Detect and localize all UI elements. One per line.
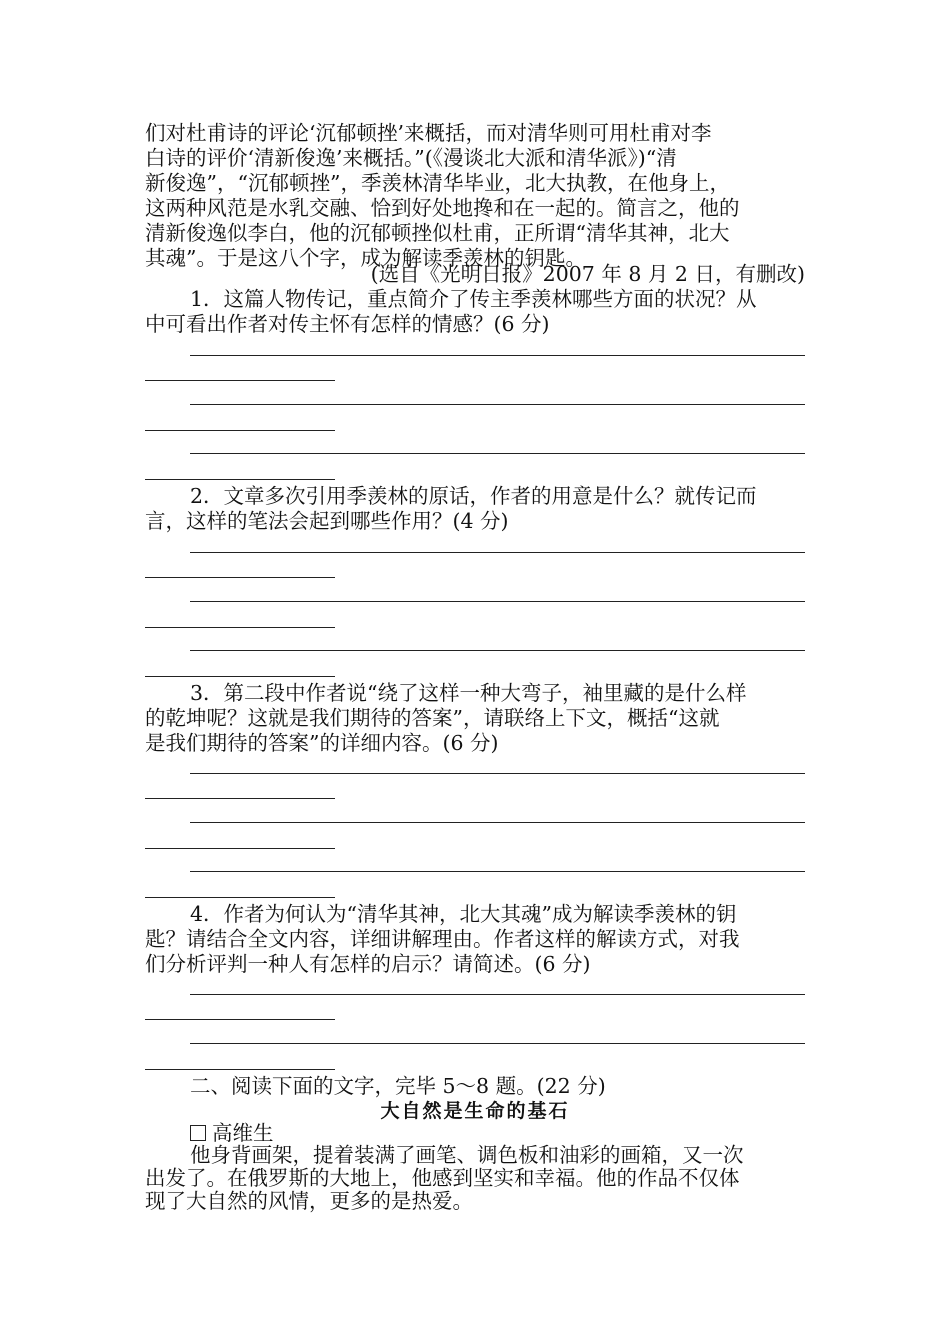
answer-line[interactable] xyxy=(145,380,335,381)
answer-line[interactable] xyxy=(190,355,805,356)
question-3-line: 3．第二段中作者说“绕了这样一种大弯子，袖里藏的是什么样 xyxy=(190,681,747,705)
question-4-line: 匙？请结合全文内容，详细讲解理由。作者这样的解读方式，对我 xyxy=(145,927,740,951)
question-1-line: 1．这篇人物传记，重点简介了传主季羡林哪些方面的状况？从 xyxy=(190,287,757,311)
passage-line: 这两种风范是水乳交融、恰到好处地搀和在一起的。简言之，他的 xyxy=(145,196,740,220)
source-citation: (选自《光明日报》2007 年 8 月 2 日，有删改) xyxy=(370,262,805,286)
answer-line[interactable] xyxy=(190,773,805,774)
answer-line[interactable] xyxy=(190,552,805,553)
answer-line[interactable] xyxy=(145,1019,335,1020)
passage-line: 清新俊逸似李白，他的沉郁顿挫似杜甫，正所谓“清华其神，北大 xyxy=(145,221,730,245)
answer-line[interactable] xyxy=(190,1043,805,1044)
answer-line[interactable] xyxy=(190,994,805,995)
question-4-line: 4．作者为何认为“清华其神，北大其魂”成为解读季羡林的钥 xyxy=(190,902,737,926)
answer-line[interactable] xyxy=(145,479,335,480)
answer-line[interactable] xyxy=(145,1069,335,1070)
question-2-line: 2．文章多次引用季羡林的原话，作者的用意是什么？就传记而 xyxy=(190,484,757,508)
answer-line[interactable] xyxy=(145,676,335,677)
passage-line: 白诗的评价‘清新俊逸’来概括。”(《漫谈北大派和清华派》)“清 xyxy=(145,146,677,170)
answer-line[interactable] xyxy=(145,627,335,628)
answer-line[interactable] xyxy=(190,650,805,651)
question-3-line: 的乾坤呢？这就是我们期待的答案”，请联络上下文，概括“这就 xyxy=(145,706,720,730)
checkbox-icon xyxy=(190,1125,206,1141)
question-4-line: 们分析评判一种人有怎样的启示？请简述。(6 分) xyxy=(145,952,591,976)
answer-line[interactable] xyxy=(145,848,335,849)
passage-line: 新俊逸”，“沉郁顿挫”，季羡林清华毕业，北大执教，在他身上， xyxy=(145,171,730,195)
answer-line[interactable] xyxy=(145,798,335,799)
question-1-line: 中可看出作者对传主怀有怎样的情感？(6 分) xyxy=(145,312,550,336)
answer-line[interactable] xyxy=(145,577,335,578)
answer-line[interactable] xyxy=(190,404,805,405)
article-body-line: 现了大自然的风情，更多的是热爱。 xyxy=(145,1189,473,1213)
article-body-line: 他身背画架，提着装满了画笔、调色板和油彩的画箱，又一次 xyxy=(190,1143,744,1167)
answer-line[interactable] xyxy=(190,822,805,823)
author-name: 高维生 xyxy=(212,1121,274,1145)
answer-line[interactable] xyxy=(145,897,335,898)
passage-line: 们对杜甫诗的评论‘沉郁顿挫’来概括，而对清华则可用杜甫对李 xyxy=(145,121,712,145)
article-author xyxy=(190,1121,805,1145)
passage-line: 其魂”。于是这八个字，成为解读季羡林的钥匙。 xyxy=(145,246,586,270)
answer-line[interactable] xyxy=(190,601,805,602)
article-title: 大自然是生命的基石 xyxy=(380,1100,570,1122)
question-3-line: 是我们期待的答案”的详细内容。(6 分) xyxy=(145,731,499,755)
answer-line[interactable] xyxy=(190,871,805,872)
article-body-line: 出发了。在俄罗斯的大地上，他感到坚实和幸福。他的作品不仅体 xyxy=(145,1166,740,1190)
answer-line[interactable] xyxy=(190,453,805,454)
answer-line[interactable] xyxy=(145,430,335,431)
question-2-line: 言，这样的笔法会起到哪些作用？(4 分) xyxy=(145,509,509,533)
section-heading: 二、阅读下面的文字，完毕 5～8 题。(22 分) xyxy=(190,1074,606,1098)
